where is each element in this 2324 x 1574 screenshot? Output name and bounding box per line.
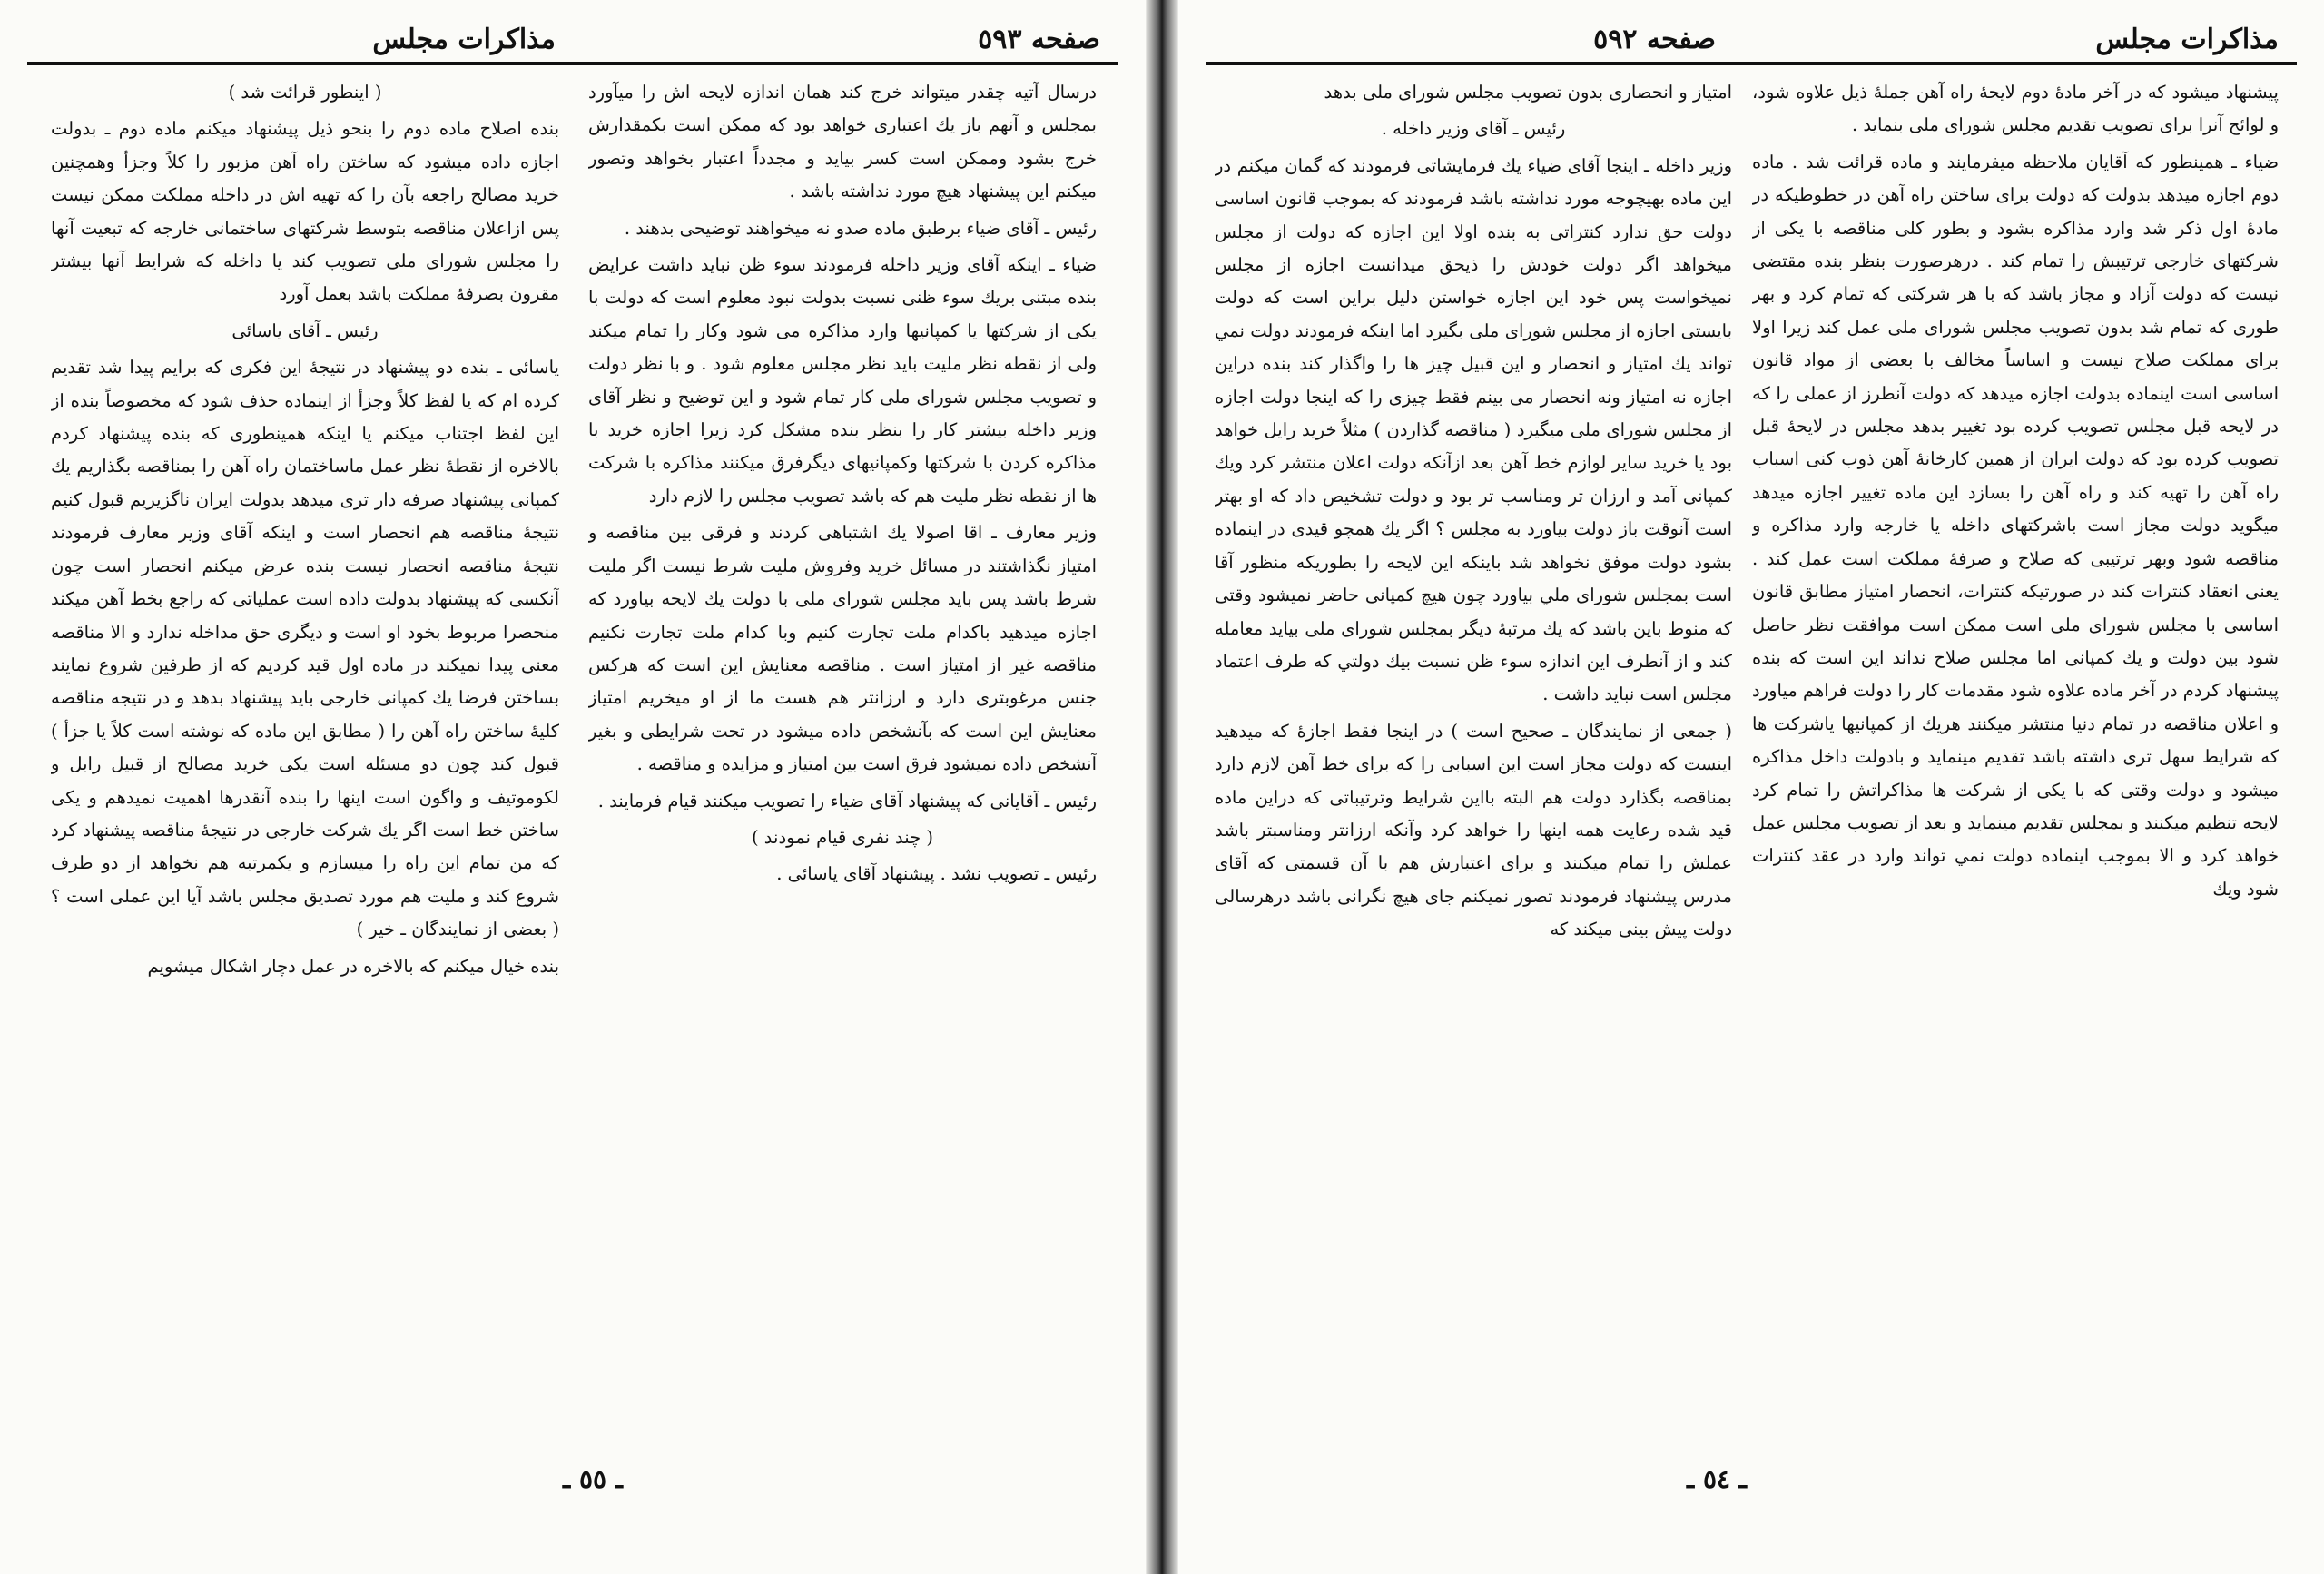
paragraph: رئیس ـ تصویب نشد . پیشنهاد آقای یاسائی . xyxy=(776,863,1097,885)
left-page-right-column xyxy=(588,76,1097,1483)
paragraph: ضیاء ـ همینطور که آقایان ملاحظه میفرمایند و ماده قرائت شد . ماده دوم اجازه میدهد بدولت که دولت برای ساختن راه آهن در خطوطیکه در مادهٔ اول ذکر شد وارد مذاکره بشود و بطور کلی مناقصه با یکی از شرکتهای خارجی ترتیبش را تمام کند . درهرصورت بنظر بنده مقتضی نیست که دولت آزاد و مجاز باشد که با هر شرکتی که تمام کرد و بهر طوری که تمام شد بدون تصویب مجلس شورای ملی عمل کند زیرا اولا برای مملکت صلاح نیست و اساساً مخالف با بعضی از مواد قانون اساسی است اینماده بدولت اجازه میدهد که دولت آنطرز از عملی را که در لایحه قبل مجلس تصویب کرده بود تغییر بدهد مجلس در لایحهٔ قبل تصویب کرده بود که دولت ایران از همین کارخانهٔ آهن ذوب کنی اسباب راه آهن را تهیه کند و راه آهن را بسازد این ماده تغییر اجازه میدهد میگوید دولت مجاز است باشرکتهای داخله یا خارجه وارد مذاکره و مناقصه شود وبهر ترتیبی که صلاح و صرفهٔ مملکت است عمل کند . یعنی انعقاد کنترات کند در صورتیکه کنترات، انحصار امتیاز مطابق قانون اساسی با مجلس شورای ملی است ممکن است موافقت نظر حاصل شود بین دولت و یك کمپانی اما مجلس صلاح نداند این است که بنده پیشنهاد کردم در آخر ماده علاوه شود مقدمات کار را دولت فراهم میاورد و اعلان مناقصه در تمام دنیا منتشر میکنند هریك از کمپانیها یاشرکت ها که شرایط سهل تری داشته باشد تقدیم مینماید و بادولت داخل مذاکره میشود و دولت وقتی که با یکی از شرکت ها مذاکراتش را تمام کرد لایحه تنظیم میکنند و بمجلس تقدیم مینماید و بعد از تصویب مجلس عمل خواهد کرد و الا بموجب اینماده دولت نمي تواند وارد در عقد کنترات شود ویك xyxy=(1752,151,2279,900)
left-page xyxy=(0,0,1146,1574)
paragraph: رئیس ـ آقایانی که پیشنهاد آقای ضیاء را تصویب میکنند قیام فرمایند . xyxy=(597,790,1097,812)
paragraph: درسال آتیه چقدر میتواند خرج کند همان اندازه لایحه اش را میآورد بمجلس و آنهم باز یك اعتباری خواهد بود که ممکن است بکمقدارش خرج بشود وممکن است کسر بیاید و مجدداً اعتبار بخواهد وتصور میکنم این پیشنهاد هیچ مورد نداشته باشد . xyxy=(588,82,1097,202)
left-page-header xyxy=(36,16,1109,62)
paragraph: امتیاز و انحصاری بدون تصویب مجلس شورای ملی بدهد xyxy=(1324,82,1732,103)
page-footer: ـ ٥٤ ـ xyxy=(1687,1464,1747,1494)
page-number: صفحه ٥٩٢ xyxy=(1593,24,1716,55)
book-gutter xyxy=(1146,0,1178,1574)
paragraph: ( اینطور قرائت شد ) xyxy=(228,82,382,103)
paragraph: رئیس ـ آقای وزیر داخله . xyxy=(1381,118,1566,140)
running-title: مذاکرات مجلس xyxy=(372,24,556,55)
paragraph: پیشنهاد میشود که در آخر مادهٔ دوم لایحهٔ راه آهن جملهٔ ذیل علاوه شود، و لوائح آنرا برای تصویب تقدیم مجلس شورای ملی بنماید . xyxy=(1752,82,2279,136)
paragraph: بنده خیال میکنم که بالاخره در عمل دچار اشکال میشویم xyxy=(147,955,559,977)
header-rule xyxy=(1206,62,2297,65)
right-page xyxy=(1178,0,2324,1574)
paragraph: رئیس ـ آقای یاسائی xyxy=(231,320,379,341)
paragraph: رئیس ـ آقای ضیاء برطبق ماده صدو نه میخواهند توضیحی بدهند . xyxy=(624,217,1097,239)
right-page-header xyxy=(1215,16,2288,62)
paragraph: وزیر داخله ـ اینجا آقای ضیاء یك فرمایشاتی فرمودند که گمان میکنم در این ماده بهیچوجه مورد نداشته باشد فرمودند که بموجب قانون اساسی دولت حق ندارد کنتراتی به بنده اولا این اجازه که دولت از مجلس میخواهد اگر دولت خودش را ذیحق میدانست اجازه از مجلس نمیخواست پس خود این اجازه خواستن دلیل براین است که دولت بایستی اجازه از مجلس شورای ملی بگیرد اما اینکه فرمودند دولت نمي تواند یك امتیاز و انحصار و این قبیل چیز ها را واگذار کند بنده دراین اجازه نه امتیاز ونه انحصار می بینم فقط چیزی را که اینجا دولت اجازه از مجلس شورای ملی میگیرد ( مناقصه گذاردن ) مثلاً خرید رایل خواهد بود یا خرید سایر لوازم خط آهن بعد ازآنکه دولت اعلان منتشر کرد ویك کمپانی آمد و ارزان تر ومناسب تر بود و دولت تشخیص داد که او بهتر است آنوقت باز دولت بیاورد به مجلس ؟ اگر یك همچو قیدی در اینماده بشود دولت موفق نخواهد شد باینکه این لایحه را بطوریکه منظور آقا است بمجلس شورای ملي بیاورد چون هیچ کمپانی حاضر نمیشود وقتی که منوط باین باشد که یك مرتبهٔ دیگر بمجلس شورای ملی بیاید معامله کند و از آنطرف این اندازه سوء ظن نسبت بیك دولتي که طرف اعتماد مجلس است نباید داشت . xyxy=(1215,154,1732,705)
paragraph: ( جمعی از نمایندگان ـ صحیح است ) در اینجا فقط اجازهٔ که میدهید اینست که دولت مجاز است این اسبابی را که برای خط آهن لازم دارد بمناقصه بگذارد دولت هم البته بااین شرایط وترتیباتی که دراین ماده قید شده رعایت همه اینها را خواهد کرد وآنکه ارزانتر ومناسبتر باشد عملش را تمام میکنند و برای اعتبارش هم با آن قسمتی که آقای مدرس پیشنهاد فرمودند تصور نمیکنم جای هیچ نگرانی باشد درهرسالی دولت پیش بینی میکند که xyxy=(1215,720,1732,940)
header-rule xyxy=(27,62,1118,65)
left-page-left-column xyxy=(51,76,559,1483)
right-page-left-column xyxy=(1215,76,1732,1483)
right-page-right-column xyxy=(1752,76,2279,1483)
paragraph: یاسائی ـ بنده دو پیشنهاد در نتیجهٔ این فکری که برایم پیدا شد تقدیم کرده ام که یا لفظ کلاً وجزأ از اینماده حذف شود که مخصوصاً بنده از این لفظ اجتناب میکنم یا اینکه همینطوری که بنده پیشنهاد کردم بالاخره از نقطهٔ نظر عمل ماساختمان راه آهن را بمناقصه بگذاریم یك کمپانی پیشنهاد صرفه دار تری میدهد بدولت ایران ناگزیریم قبول کنیم نتیجهٔ مناقصه هم انحصار است و اینکه آقای وزیر معارف فرمودند نتیجهٔ مناقصه انحصار نیست بنده عرض میکنم انحصار است چون آنکسی که پیشنهاد بدولت داده است عملیاتی که راجع بخط آهن میکند منحصرا مربوط بخود او است و دیگری حق مداخله ندارد و الا مناقصه معنی پیدا نمیکند در ماده اول قید کردیم که از طرفین شروع نمایند بساختن فرضا یك کمپانی خارجی باید پیشنهاد بدهد و در نتیجه مناقصه کلیهٔ ساختن راه آهن را ( مطابق این ماده که نوشته است کلاً یا جزأ ) قبول کند چون دو مسئله است یکی خرید مصالح از قبیل رابل و لکوموتیف و واگون است اینها را بنده آنقدرها اهمیت نمیدهم و یکی ساختن خط است اگر یك شرکت خارجی در نتیجهٔ مناقصه پیشنهاد کرد که من تمام این راه را میسازم و یکمرتبه هم نخواهد از دو طرف شروع کند و ملیت هم مورد تصدیق مجلس باشد آیا این عملی است ؟ ( بعضی از نمایندگان ـ خیر ) xyxy=(51,357,559,940)
running-title: مذاکرات مجلس xyxy=(2095,24,2279,55)
page-number: صفحه ٥٩٣ xyxy=(978,24,1100,55)
paragraph: ( چند نفری قیام نمودند ) xyxy=(751,826,934,848)
page-footer: ـ ٥٥ ـ xyxy=(563,1464,623,1494)
paragraph: ضیاء ـ اینکه آقای وزیر داخله فرمودند سوء ظن نباید داشت عرایض بنده مبتنی بریك سوء ظنی نسبت بدولت نبود معلوم است که دولت با یکی از شرکتها یا کمپانیها وارد مذاکره می شود وکار را تمام میکند ولی از نقطه نظر ملیت باید نظر مجلس معلوم شود . و با نظر دولت و تصویب مجلس شورای ملی کار تمام شود و این توضیح و نظر آقای وزیر داخله بیشتر کار را بنظر بنده مشکل کرد زیرا اجازه خرید با مذاکره کردن با شرکتها وکمپانیهای دیگرفرق میکنند مذاکره با شرکت ها از نقطه نظر ملیت هم که باشد تصویب مجلس را لازم دارد xyxy=(588,254,1097,507)
paragraph: وزیر معارف ـ اقا اصولا یك اشتباهی کردند و فرقی بین مناقصه و امتیاز نگذاشتند در مسائل خرید وفروش ملیت شرط نیست اگر ملیت شرط باشد پس باید مجلس شورای ملی با دولت یك لایحه بیاورد که اجازه میدهید باکدام ملت تجارت کنیم وبا کدام ملت تجارت نکنیم مناقصه غیر از امتیاز است . مناقصه معنایش این است که هرکس جنس مرغوبتری دارد و ارزانتر هم هست ما از او میخریم امتیاز معنایش این است که بآنشخص داده میشود در تحت شرایطی و بغیر آنشخص داده نمیشود فرق است بین امتیاز و مزایده و مناقصه . xyxy=(588,522,1097,775)
paragraph: بنده اصلاح ماده دوم را بنحو ذیل پیشنهاد میکنم ماده دوم ـ بدولت اجازه داده میشود که ساختن راه آهن مزبور را کلاً وجزأ وهمچنین خرید مصالح راجعه بآن را که تهیه اش در داخله مملکت ممکن نیست پس ازاعلان مناقصه بتوسط شرکتهای ساختمانی خارجه که تبعیت آنها را مجلس شورای ملی تصویب کند یا داخله که شرایط آنها بیشتر مقرون بصرفهٔ مملکت باشد بعمل آورد xyxy=(51,118,559,305)
